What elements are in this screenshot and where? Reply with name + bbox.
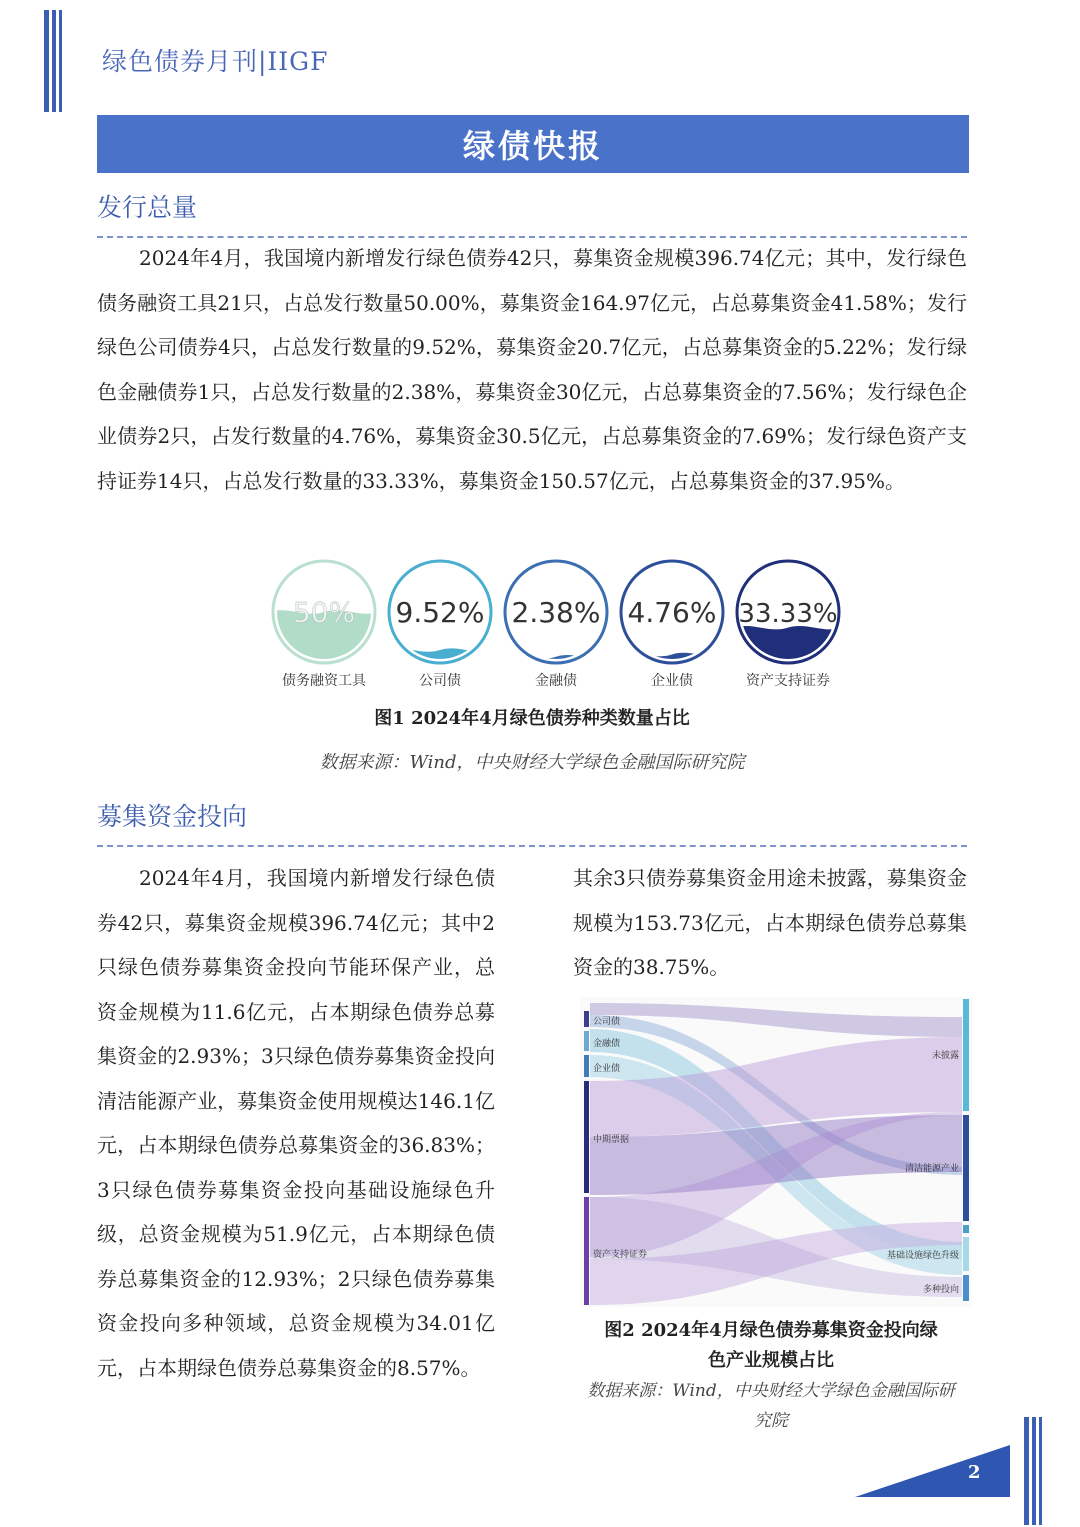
masthead: 绿色债券月刊|IIGF	[102, 47, 329, 76]
circle-value: 50%	[292, 596, 356, 629]
progress-circle	[270, 558, 378, 666]
circle-label: 金融债	[535, 673, 577, 689]
circle-label: 企业债	[651, 673, 693, 689]
figure1-item	[270, 558, 378, 690]
circle-value: 4.76%	[627, 596, 717, 629]
sankey-node	[584, 1197, 589, 1305]
sankey-node	[963, 1237, 969, 1271]
section-title-fund-use: 募集资金投向	[97, 802, 248, 831]
progress-circle	[386, 558, 494, 666]
section-banner: 绿债快报	[97, 115, 969, 173]
divider	[97, 845, 967, 847]
sankey-node	[584, 1011, 589, 1027]
fund-use-paragraph-right: 其余3只债券募集资金用途未披露，募集资金规模为153.73亿元，占本期绿色债券总募集资金的38.75%。	[573, 866, 967, 979]
figure2-sankey	[580, 997, 972, 1307]
footer-decor-bar	[1024, 1417, 1029, 1525]
figure1-item	[386, 558, 494, 690]
figure1-item	[734, 558, 842, 690]
issuance-paragraph: 2024年4月，我国境内新增发行绿色债券42只，募集资金规模396.74亿元；其中，发行绿色债务融资工具21只，占总发行数量50.00%，募集资金164.97亿元，占总募集资金41.58%；发行绿色公司债券4只，占总发行数量的9.52%，募集资金20.7亿元，占总募集资金的5.22%；发行绿色金融债券1只，占总发行数量的2.38%，募集资金30亿元，占总募集资金的7.56%；发行绿色企业债券2只，占发行数量的4.76%，募集资金30.5亿元，占总募集资金的7.69%；发行绿色资产支持证券14只，占总发行数量的33.33%，募集资金150.57亿元，占总募集资金的37.95%。	[97, 246, 967, 493]
sankey-node	[584, 1055, 589, 1077]
sankey-left-label: 中期票据	[593, 1135, 630, 1145]
sankey-left-label: 企业债	[593, 1064, 621, 1074]
figure2-caption-line: 图2 2024年4月绿色债券募集资金投向绿	[604, 1320, 938, 1341]
footer-decor-bar	[1039, 1417, 1042, 1525]
figure2-caption-line: 色产业规模占比	[708, 1350, 834, 1371]
figure1-item	[618, 558, 726, 690]
progress-circle	[502, 558, 610, 666]
figure2-caption	[575, 1316, 967, 1376]
figure2-source-line: 究院	[754, 1411, 788, 1431]
sankey-left-label: 资产支持证券	[593, 1250, 648, 1260]
figure2-source-line: 数据来源：Wind，中央财经大学绿色金融国际研	[587, 1381, 955, 1401]
sankey-right-label: 基础设施绿色升级	[886, 1251, 959, 1261]
sankey-left-label: 金融债	[593, 1039, 621, 1049]
figure1-item	[502, 558, 610, 690]
header-decor-bar	[59, 10, 62, 112]
footer-decor	[850, 1415, 1080, 1527]
sankey-right-label: 多种投向	[922, 1285, 959, 1295]
circle-label: 债务融资工具	[282, 673, 366, 689]
circle-value: 2.38%	[511, 596, 601, 629]
fund-use-paragraph-left: 2024年4月，我国境内新增发行绿色债券42只，募集资金规模396.74亿元；其中2只绿色债券募集资金投向节能环保产业，总资金规模为11.6亿元，占本期绿色债券总募集资金的2.93%；3只绿色债券募集资金投向清洁能源产业，募集资金使用规模达146.1亿元，占本期绿色债券总募集资金的36.83%；3只绿色债券募集资金投向基础设施绿色升级，总资金规模为51.9亿元，占本期绿色债券总募集资金的12.93%；2只绿色债券募集资金投向多种领域，总资金规模为34.01亿元，占本期绿色债券总募集资金的8.57%。	[97, 866, 495, 1380]
circle-label: 资产支持证券	[746, 673, 830, 689]
sankey-node	[963, 1225, 969, 1233]
sankey-left-label: 公司债	[593, 1017, 621, 1027]
figure1-source: 数据来源：Wind，中央财经大学绿色金融国际研究院	[319, 752, 745, 773]
circle-value: 9.52%	[395, 596, 485, 629]
footer-decor-bar	[1032, 1417, 1036, 1525]
sankey-node	[963, 1275, 969, 1301]
circle-value: 33.33%	[738, 599, 838, 629]
footer-triangle	[855, 1445, 1010, 1497]
sankey-node	[963, 1115, 969, 1221]
circle-label: 公司债	[419, 673, 461, 689]
sankey-right-label: 清洁能源产业	[904, 1164, 959, 1174]
sankey-node	[584, 1031, 589, 1051]
figure1-caption: 图1 2024年4月绿色债券种类数量占比	[374, 708, 690, 729]
section-title-issuance: 发行总量	[97, 193, 198, 222]
page-number: 2	[968, 1462, 981, 1483]
sankey-right-label: 未披露	[931, 1051, 959, 1061]
header-decor-bar	[44, 10, 49, 112]
progress-circle	[734, 558, 842, 666]
sankey-node	[584, 1081, 589, 1193]
progress-circle	[618, 558, 726, 666]
header-decor-bar	[52, 10, 56, 112]
sankey-node	[963, 999, 969, 1111]
